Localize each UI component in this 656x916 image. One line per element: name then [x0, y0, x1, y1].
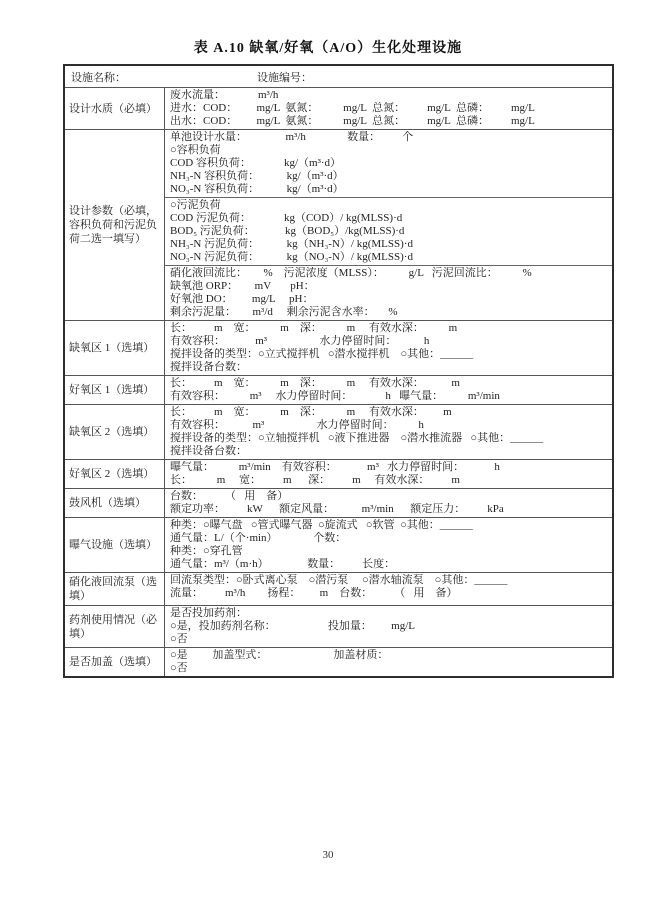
form-line: 搅拌设备的类型：○立式搅拌机 ○潜水搅拌机 ○其他：______ — [170, 348, 474, 360]
row-anoxic-zone-2 — [65, 404, 612, 459]
row-design-quality — [65, 87, 612, 129]
facility-code-label: 设施编号： — [257, 72, 312, 84]
row-design-params — [65, 129, 612, 320]
form-line: ○否 — [170, 662, 188, 674]
form-line: 回流泵类型：○卧式离心泵 ○潜污泵 ○潜水轴流泵 ○其他：______ — [170, 574, 508, 586]
form-line: ○是 加盖型式： 加盖材质： — [170, 649, 389, 661]
form-line: 废水流量： m³/h — [170, 89, 279, 101]
row-label: 曝气设施（选填） — [69, 539, 157, 551]
form-line: 搅拌设备台数： — [170, 445, 247, 457]
row-label: 设计参数（必填，容积负荷和污泥负荷二选一填写） — [69, 205, 157, 245]
form-line: 通气量：L/（个·min） 个数： — [170, 532, 347, 544]
row-content-cell — [165, 460, 612, 488]
form-line: 搅拌设备的类型：○立轴搅拌机 ○液下推进器 ○潜水推流器 ○其他：______ — [170, 432, 544, 444]
row-label-cell — [65, 518, 165, 572]
row-label: 缺氧区 1（选填） — [69, 342, 155, 354]
row-aerobic-zone-1 — [65, 375, 612, 404]
form-line: 长： m 宽： m 深： m 有效水深： m — [170, 474, 460, 486]
page-title: 表 A.10 缺氧/好氧（A/O）生化处理设施 — [193, 41, 463, 56]
row-label-cell — [65, 405, 165, 459]
form-line: 有效容积： m³ 水力停留时间： h — [170, 419, 424, 431]
form-line: 进水：COD： mg/L 氨氮： mg/L 总氮： mg/L 总磷： mg/L — [170, 102, 535, 114]
form-line: 搅拌设备台数： — [170, 361, 247, 373]
facility-name-label: 设施名称： — [71, 72, 126, 84]
row-label: 好氧区 2（选填） — [69, 468, 155, 480]
row-facility-header — [65, 66, 612, 87]
row-label-cell — [65, 606, 165, 647]
page-number: 30 — [322, 849, 334, 861]
row-anoxic-zone-1 — [65, 320, 612, 375]
row-content-cell — [165, 376, 612, 404]
row-content-cell — [165, 405, 612, 459]
form-line: COD 容积负荷： kg/（m³·d） — [170, 157, 342, 169]
row-content-cell — [165, 606, 612, 647]
row-content-cell — [165, 648, 612, 676]
form-line: 长： m 宽： m 深： m 有效水深： m — [170, 322, 458, 334]
row-label-cell — [65, 573, 165, 605]
row-label-cell — [65, 88, 165, 129]
form-line: 是否投加药剂： — [170, 607, 247, 619]
row-label: 硝化液回流泵（选填） — [69, 576, 157, 602]
form-line: 长： m 宽： m 深： m 有效水深： m — [170, 406, 452, 418]
row-aeration-facility — [65, 517, 612, 572]
row-label: 设计水质（必填） — [69, 102, 157, 115]
form-line: ○容积负荷 — [170, 144, 221, 156]
row-label-cell — [65, 460, 165, 488]
form-line: ○否 — [170, 633, 188, 645]
form-line: NO₃-N 污泥负荷： kg（NO₃-N）/ kg(MLSS)·d — [170, 251, 413, 263]
form-line: NH₃-N 容积负荷： kg/（m³·d） — [170, 170, 344, 182]
form-line: COD 污泥负荷： kg（COD）/ kg(MLSS)·d — [170, 212, 403, 224]
row-label: 好氧区 1（选填） — [69, 384, 155, 396]
form-line: 台数： （ 用 备） — [170, 490, 289, 502]
row-label: 缺氧区 2（选填） — [69, 426, 155, 438]
form-line: 长： m 宽： m 深： m 有效水深： m — [170, 377, 460, 389]
params-blocks — [165, 130, 612, 320]
row-reflux-pump — [65, 572, 612, 605]
form-line: 出水：COD： mg/L 氨氮： mg/L 总氮： mg/L 总磷： mg/L — [170, 115, 535, 127]
form-line: NO₃-N 容积负荷： kg/（m³·d） — [170, 183, 344, 195]
row-content-cell — [165, 573, 612, 605]
form-line: 好氧池 DO： mg/L pH： — [170, 293, 314, 305]
form-table — [63, 64, 614, 678]
form-line: 种类：○曝气盘 ○管式曝气器 ○旋流式 ○软管 ○其他：______ — [170, 519, 473, 531]
form-line: 曝气量： m³/min 有效容积： m³ 水力停留时间： h — [170, 461, 500, 473]
params-block-sludge-load — [165, 197, 612, 265]
form-line: 有效容积： m³ 水力停留时间： h 曝气量： m³/min — [170, 390, 500, 402]
row-content-cell — [165, 518, 612, 572]
row-label-cell — [65, 130, 165, 320]
row-label: 鼓风机（选填） — [69, 497, 146, 509]
form-line: ○是，投加药剂名称： 投加量： mg/L — [170, 620, 415, 632]
form-line: 额定功率： kW 额定风量： m³/min 额定压力： kPa — [170, 503, 504, 515]
params-block-operation — [165, 265, 612, 320]
form-line: 缺氧池 ORP： mV pH： — [170, 280, 315, 292]
form-line: 种类：○穿孔管 — [170, 545, 243, 557]
form-line: BOD₅ 污泥负荷： kg（BOD₅）/kg(MLSS)·d — [170, 225, 405, 237]
row-label-cell — [65, 489, 165, 517]
form-line: NH₃-N 污泥负荷： kg（NH₃-N）/ kg(MLSS)·d — [170, 238, 413, 250]
form-line: ○污泥负荷 — [170, 199, 221, 211]
row-label-cell — [65, 376, 165, 404]
row-label-cell — [65, 321, 165, 375]
form-line: 单池设计水量： m³/h 数量： 个 — [170, 131, 414, 143]
form-line: 通气量：m³/（m·h） 数量： 长度： — [170, 558, 396, 570]
form-line: 剩余污泥量： m³/d 剩余污泥含水率： % — [170, 306, 398, 318]
row-aerobic-zone-2 — [65, 459, 612, 488]
form-line: 硝化液回流比： % 污泥浓度（MLSS）： g/L 污泥回流比： % — [170, 267, 532, 279]
row-content-cell — [165, 88, 612, 129]
row-label: 是否加盖（选填） — [69, 656, 157, 668]
row-content-cell — [165, 489, 612, 517]
row-blower — [65, 488, 612, 517]
params-block-volume-load — [165, 130, 612, 197]
form-line: 有效容积： m³ 水力停留时间： h — [170, 335, 430, 347]
row-chemicals — [65, 605, 612, 647]
row-cover — [65, 647, 612, 676]
row-label-cell — [65, 648, 165, 676]
row-content-cell — [165, 321, 612, 375]
form-line: 流量： m³/h 扬程： m 台数： （ 用 备） — [170, 587, 458, 599]
row-label: 药剂使用情况（必填） — [69, 613, 157, 640]
